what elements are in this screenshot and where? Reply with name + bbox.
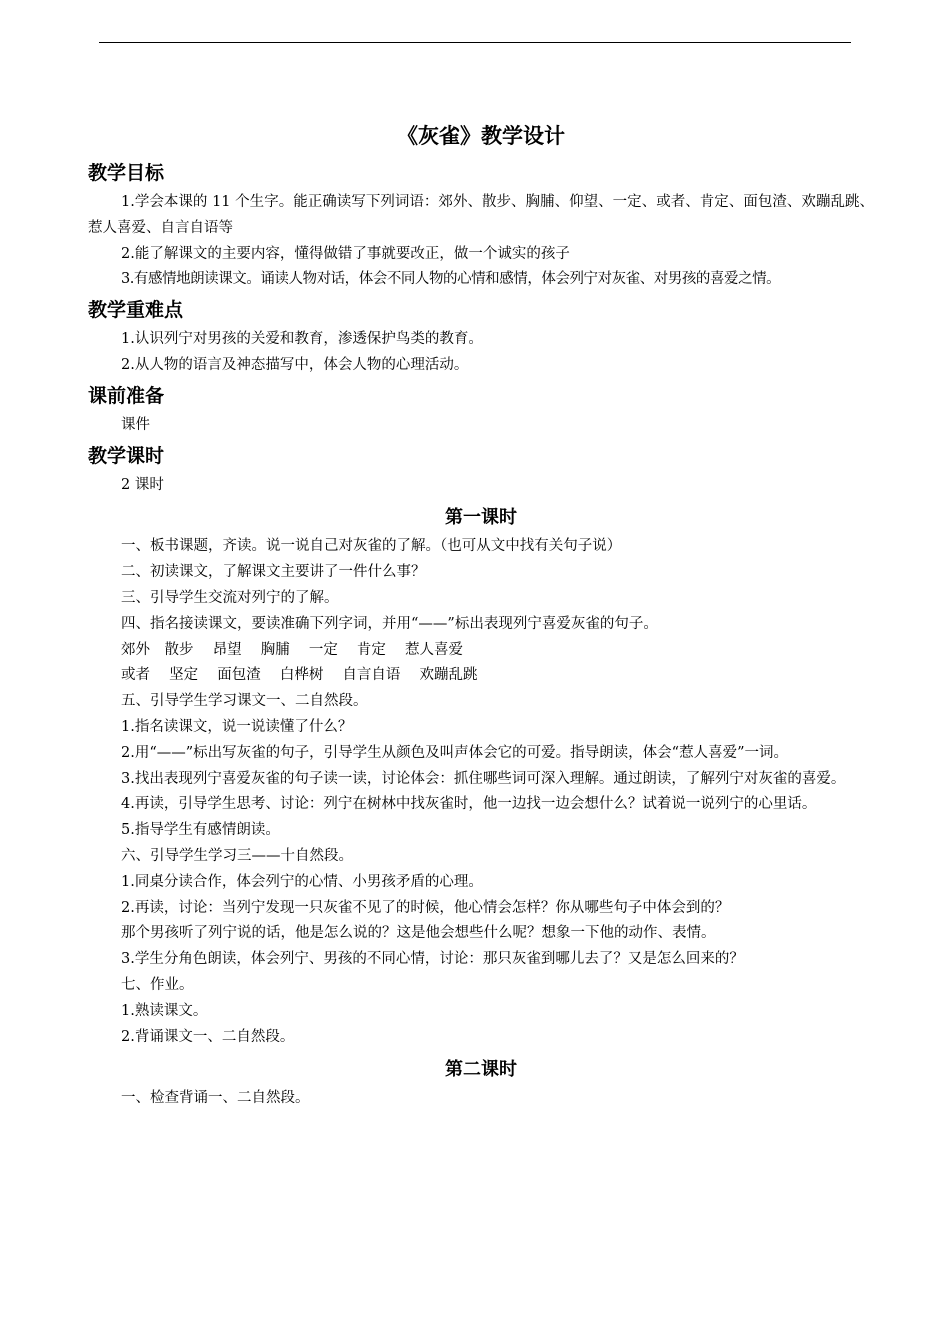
paragraph: 二、初读课文，了解课文主要讲了一件什么事？ [121, 564, 426, 581]
paragraph: 2.能了解课文的主要内容，懂得做错了事就要改正，做一个诚实的孩子 [121, 245, 570, 262]
paragraph: 五、引导学生学习课文一、二自然段。 [121, 693, 368, 710]
paragraph: 七、作业。 [121, 976, 194, 993]
section-heading-class-hours: 教学课时 [88, 444, 165, 467]
paragraph: 4.再读，引导学生思考、讨论：列宁在树林中找灰雀时，他一边找一边会想什么？试着说一说列宁的心里话。 [121, 796, 817, 813]
vocabulary-line: 郊外 散步 昂望 胸脯 一定 肯定 惹人喜爱 [121, 641, 464, 658]
paragraph: 3.有感情地朗读课文。诵读人物对话，体会不同人物的心情和感情，体会列宁对灰雀、对男孩的喜爱之情。 [121, 271, 781, 288]
lesson-heading-second: 第二课时 [445, 1059, 517, 1081]
paragraph: 1.熟读课文。 [121, 1002, 208, 1019]
paragraph: 课件 [121, 416, 150, 433]
paragraph: 3.找出表现列宁喜爱灰雀的句子读一读，讨论体会：抓住哪些词可深入理解。通过朗读，了解列宁对灰雀的喜爱。 [121, 770, 846, 787]
section-heading-objectives: 教学目标 [88, 162, 165, 184]
lesson-heading-first: 第一课时 [445, 507, 517, 529]
paragraph: 1.同桌分读合作，体会列宁的心情、小男孩矛盾的心理。 [121, 873, 483, 890]
document-body [88, 118, 874, 1112]
paragraph: 1.学会本课的 11 个生字。能正确读写下列词语：郊外、散步、胸脯、仰望、一定、或者、肯定、面包渣、欢蹦乱跳、惹人喜爱、自言自语等 [88, 194, 874, 236]
paragraph: 3.学生分角色朗读，体会列宁、男孩的不同心情，讨论：那只灰雀到哪儿去了？又是怎么回来的？ [121, 951, 744, 968]
paragraph: 那个男孩听了列宁说的话，他是怎么说的？这是他会想些什么呢？想象一下他的动作、表情。 [121, 925, 716, 942]
paragraph: 2.再读，讨论：当列宁发现一只灰雀不见了的时候，他心情会怎样？你从哪些句子中体会到的？ [121, 899, 730, 916]
section-heading-preparation: 课前准备 [88, 384, 165, 407]
paragraph: 一、板书课题，齐读。说一说自己对灰雀的了解。（也可从文中找有关句子说） [121, 538, 622, 555]
document-title: 《灰雀》教学设计 [397, 124, 565, 148]
paragraph: 2 课时 [121, 476, 164, 493]
paragraph: 1.认识列宁对男孩的关爱和教育，渗透保护鸟类的教育。 [121, 331, 483, 348]
paragraph: 5.指导学生有感情朗读。 [121, 822, 280, 839]
paragraph: 2.从人物的语言及神态描写中，体会人物的心理活动。 [121, 356, 469, 373]
header-rule [99, 42, 851, 43]
paragraph: 2.背诵课文一、二自然段。 [121, 1028, 295, 1045]
paragraph: 一、检查背诵一、二自然段。 [121, 1090, 310, 1107]
section-heading-key-points: 教学重难点 [88, 299, 184, 322]
paragraph: 四、指名接读课文，要读准确下列字词，并用“——”标出表现列宁喜爱灰雀的句子。 [121, 615, 658, 632]
paragraph: 三、引导学生交流对列宁的了解。 [121, 589, 339, 606]
paragraph: 2.用“——”标出写灰雀的句子，引导学生从颜色及叫声体会它的可爱。指导朗读，体会“惹人喜爱”一词。 [121, 744, 788, 761]
paragraph: 1.指名读课文，说一说读懂了什么？ [121, 718, 353, 735]
vocabulary-line: 或者 坚定 面包渣 白桦树 自言自语 欢蹦乱跳 [121, 667, 478, 684]
paragraph: 六、引导学生学习三——十自然段。 [121, 847, 353, 864]
